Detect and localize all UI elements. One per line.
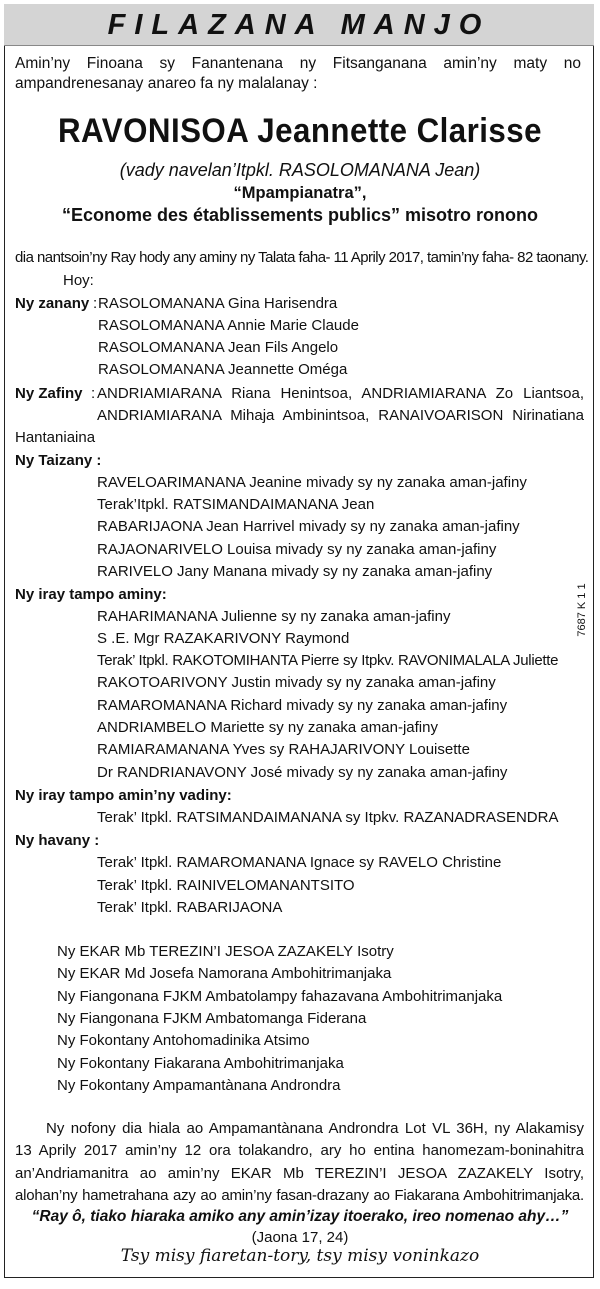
death-line: dia nantsoin’ny Ray hody any aminy ny Talata faha- 11 Aprily 2017, tamin’ny faha- 82 taonany. <box>15 249 589 266</box>
list-item: ANDRIAMIARANA Riana Henintsoa, ANDRIAMIARANA Zo Liantsoa, <box>97 385 584 402</box>
funeral-line: alohan’ny hametrahana azy ao amin’ny fasan-drazany ao Fiakarana Ambohitrimanjaka. <box>15 1187 584 1204</box>
group-label-havany: Ny havany : <box>15 832 100 849</box>
list-item: RARIVELO Jany Manana mivady sy ny zanaka aman-jafiny <box>97 563 493 580</box>
list-item: RASOLOMANANA Jean Fils Angelo <box>98 339 339 356</box>
bible-reference: (Jaona 17, 24) <box>251 1229 349 1246</box>
list-item: Terak’ Itpkl. RAMAROMANANA Ignace sy RAVELO Christine <box>97 854 502 871</box>
institution-item: Ny Fokontany Antohomadinika Atsimo <box>57 1032 310 1049</box>
list-item: RAJAONARIVELO Louisa mivady sy ny zanaka aman-jafiny <box>97 541 497 558</box>
list-item: RASOLOMANANA Annie Marie Claude <box>98 317 359 334</box>
list-item: Terak’ Itpkl. RATSIMANDAIMANANA sy Itpkv. RAZANADRASENDRA <box>97 809 559 826</box>
list-item: Terak’ Itpkl. RAKOTOMIHANTA Pierre sy Itpkv. RAVONIMALALA Juliette <box>97 652 559 669</box>
list-item: RAKOTOARIVONY Justin mivady sy ny zanaka aman-jafiny <box>97 674 496 691</box>
list-item: RAVELOARIMANANA Jeanine mivady sy ny zanaka aman-jafiny <box>97 474 527 491</box>
closing-motto: Tsy misy fiaretan-tory, tsy misy voninkazo <box>120 1246 480 1266</box>
list-item: RABARIJAONA Jean Harrivel mivady sy ny zanaka aman-jafiny <box>97 518 520 535</box>
funeral-line: Ny nofony dia hiala ao Ampamantànana Androndra Lot VL 36H, ny Alakamisy <box>46 1120 584 1137</box>
intro-text: Amin’ny Finoana sy Fanantenana ny Fitsanganana amin’ny maty no ampandrenesanay anareo fa ny malalanay : <box>15 55 581 92</box>
list-item: RAMIARAMANANA Yves sy RAHAJARIVONY Louisette <box>97 741 470 758</box>
institution-item: Ny Fiangonana FJKM Ambatolampy fahazavana Ambohitrimanjaka <box>57 988 503 1005</box>
institution-item: Ny EKAR Mb TEREZIN’I JESOA ZAZAKELY Isotry <box>57 943 394 960</box>
list-item: RAHARIMANANA Julienne sy ny zanaka aman-jafiny <box>97 608 451 625</box>
list-item: Terak’ Itpkl. RABARIJAONA <box>97 899 283 916</box>
list-item: RASOLOMANANA Gina Harisendra <box>98 295 338 312</box>
list-item: ANDRIAMIARANA Mihaja Ambinintsoa, RANAIVOARISON Nirinatiana <box>97 407 584 424</box>
list-item: Terak’Itpkl. RATSIMANDAIMANANA Jean <box>97 496 375 513</box>
deceased-name: RAVONISOA Jeannette Clarisse <box>58 112 542 150</box>
side-code-text: 7687 K 1 1 <box>576 583 588 637</box>
institution-item: Ny Fiangonana FJKM Ambatomanga Fiderana <box>57 1010 367 1027</box>
group-sep-zanany: : <box>93 295 98 312</box>
list-item: Dr RANDRIANAVONY José mivady sy ny zanaka aman-jafiny <box>97 764 508 781</box>
group-label-iray-tampo-vadiny: Ny iray tampo amin’ny vadiny: <box>15 787 232 804</box>
institution-item: Ny Fokontany Fiakarana Ambohitrimanjaka <box>57 1055 344 1072</box>
role-line-1: “Mpampianatra”, <box>233 184 367 202</box>
list-item: Terak’ Itpkl. RAINIVELOMANANTSITO <box>97 877 355 894</box>
group-label-taizany: Ny Taizany : <box>15 452 102 469</box>
institution-item: Ny EKAR Md Josefa Namorana Ambohitrimanjaka <box>57 965 392 982</box>
group-sep-zafiny: : <box>91 385 96 402</box>
funeral-line: 13 Aprily 2017 amin’ny 12 ora tolakandro, ary ho entina hanomezam-boninahitra <box>15 1142 584 1159</box>
list-item: Hantaniaina <box>15 429 96 446</box>
hoy-label: Hoy: <box>63 272 94 289</box>
header-title: FILAZANA MANJO <box>107 9 491 41</box>
list-item: S .E. Mgr RAZAKARIVONY Raymond <box>97 630 350 647</box>
funeral-line: an’Andriamanitra ao amin’ny EKAR Mb TEREZIN’I JESOA ZAZAKELY Isotry, <box>15 1165 584 1182</box>
list-item: RASOLOMANANA Jeannette Oméga <box>98 361 348 378</box>
bible-quote: “Ray ô, tiako hiaraka amiko any amin’izay itoerako, ireo nomenao ahy…” <box>31 1208 569 1225</box>
list-item: RAMAROMANANA Richard mivady sy ny zanaka aman-jafiny <box>97 697 508 714</box>
group-label-iray-tampo: Ny iray tampo aminy: <box>15 586 167 603</box>
group-label-zafiny: Ny Zafiny <box>15 385 83 402</box>
list-item: ANDRIAMBELO Mariette sy ny zanaka aman-jafiny <box>97 719 438 736</box>
role-line-2: “Econome des établissements publics” misotro ronono <box>61 205 539 225</box>
group-label-zanany: Ny zanany <box>15 295 90 312</box>
spouse-line: (vady navelan’Itpkl. RASOLOMANANA Jean) <box>119 160 481 180</box>
header-banner <box>4 4 594 46</box>
side-reference-code <box>572 560 592 660</box>
institution-item: Ny Fokontany Ampamantànana Androndra <box>57 1077 341 1094</box>
